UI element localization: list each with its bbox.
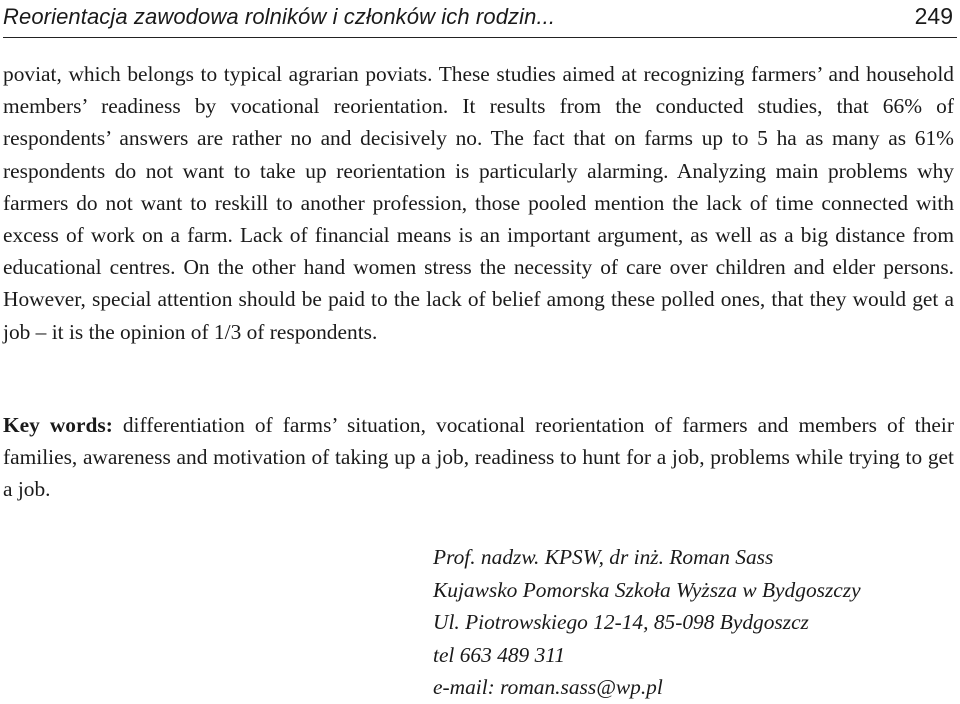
- running-title: Reorientacja zawodowa rolników i członków ich rodzin...: [3, 4, 556, 29]
- abstract-paragraph: poviat, which belongs to typical agrarian poviats. These studies aimed at recognizing farmers’ and household members’ readiness by vocational reorientation. It results from the conducted studies, that 66% of respondents’ answers are rather no and decisively no. The fact that on farms up to 5 ha as many as 61% respondents do not want to take up reorientation is particularly alarming. Analyzing main problems why farmers do not want to reskill to another profession, those pooled mention the lack of time connected with excess of work on a farm. Lack of financial means is an important argument, as well as a big distance from educational centres. On the other hand women stress the necessity of care over children and elder persons. However, special attention should be paid to the lack of belief among these polled ones, that they would get a job – it is the opinion of 1/3 of respondents.: [3, 62, 954, 344]
- keywords-label: Key words:: [3, 413, 113, 437]
- page-number: 249: [914, 3, 953, 29]
- author-affiliation: [433, 541, 861, 704]
- keywords-paragraph: [3, 409, 954, 506]
- author-address: Ul. Piotrowskiego 12-14, 85-098 Bydgoszcz: [433, 610, 809, 634]
- author-email: e-mail: roman.sass@wp.pl: [433, 675, 663, 699]
- author-name: Prof. nadzw. KPSW, dr inż. Roman Sass: [433, 545, 774, 569]
- author-phone: tel 663 489 311: [433, 642, 566, 667]
- author-institution: Kujawsko Pomorska Szkoła Wyższa w Bydgoszczy: [433, 577, 861, 602]
- running-header: [3, 0, 957, 38]
- keywords-text: differentiation of farms’ situation, vocational reorientation of farmers and members of their families, awareness and motivation of taking up a job, readiness to hunt for a job, problems while trying to get a job.: [3, 413, 954, 502]
